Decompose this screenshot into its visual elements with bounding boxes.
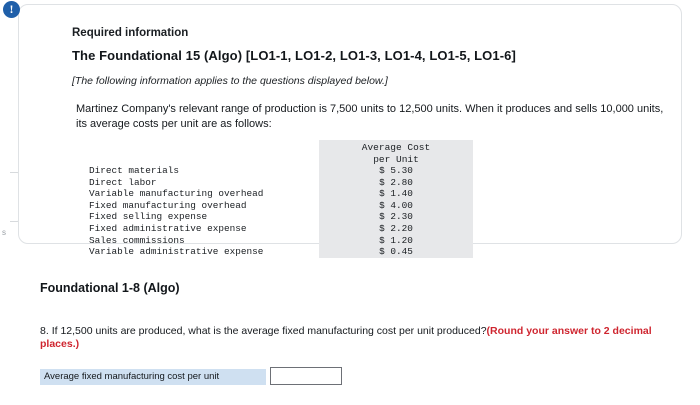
table-header-line1: Average Cost bbox=[361, 142, 431, 153]
table-cell-label: Variable administrative expense bbox=[89, 246, 264, 258]
table-cell-label: Fixed administrative expense bbox=[89, 222, 247, 234]
table-row bbox=[76, 188, 473, 200]
table-cell-label: Fixed selling expense bbox=[89, 211, 208, 223]
table-cell-value: $ 1.20 bbox=[379, 234, 413, 246]
question-round-note-2: places.) bbox=[40, 338, 80, 350]
question-text bbox=[40, 324, 690, 338]
table-cell-label: Direct materials bbox=[89, 165, 180, 176]
applies-note: [The following information applies to the questions displayed below.] bbox=[72, 75, 388, 87]
table-cell-value: $ 4.00 bbox=[379, 199, 413, 211]
table-cell-value: $ 1.40 bbox=[379, 188, 413, 200]
edge-tick-label: s bbox=[2, 228, 6, 237]
required-information-card bbox=[18, 4, 682, 258]
table-row bbox=[76, 177, 473, 189]
exclamation-icon: ! bbox=[3, 1, 20, 18]
required-information-label: Required information bbox=[72, 27, 189, 39]
question-heading: Foundational 1-8 (Algo) bbox=[40, 281, 180, 295]
answer-input[interactable] bbox=[270, 367, 342, 385]
question-body: If 12,500 units are produced, what is the average fixed manufacturing cost per unit produced? bbox=[51, 325, 487, 337]
table-body bbox=[76, 165, 473, 258]
table-cell-value: $ 2.30 bbox=[379, 211, 413, 223]
table-cell-value: $ 0.45 bbox=[379, 246, 413, 258]
intro-paragraph: Martinez Company's relevant range of production is 7,500 units to 12,500 units. When it produces and sells 10,000 units, its average costs per unit are as follows: bbox=[76, 103, 664, 130]
table-row bbox=[76, 235, 473, 247]
table-header bbox=[319, 140, 473, 165]
table-cell-label: Fixed manufacturing overhead bbox=[89, 199, 247, 211]
table-row bbox=[76, 165, 473, 177]
table-header-line2: per Unit bbox=[373, 154, 419, 165]
table-cell-label: Direct labor bbox=[89, 176, 157, 188]
table-cell-value: $ 5.30 bbox=[379, 165, 413, 176]
page-title: The Foundational 15 (Algo) [LO1-1, LO1-2, LO1-3, LO1-4, LO1-5, LO1-6] bbox=[72, 48, 516, 63]
answer-row-label: Average fixed manufacturing cost per unit bbox=[40, 369, 266, 385]
table-row bbox=[76, 200, 473, 212]
table-row bbox=[76, 246, 473, 258]
table-cell-label: Sales commissions bbox=[89, 234, 185, 246]
question-round-note: (Round your answer to 2 decimal bbox=[486, 325, 652, 337]
table-cell-value: $ 2.80 bbox=[379, 176, 413, 188]
section-divider bbox=[18, 258, 682, 259]
table-cell-label: Variable manufacturing overhead bbox=[89, 188, 264, 200]
table-cell-value: $ 2.20 bbox=[379, 222, 413, 234]
table-row bbox=[76, 223, 473, 235]
question-number: 8. bbox=[40, 325, 49, 337]
table-row bbox=[76, 211, 473, 223]
